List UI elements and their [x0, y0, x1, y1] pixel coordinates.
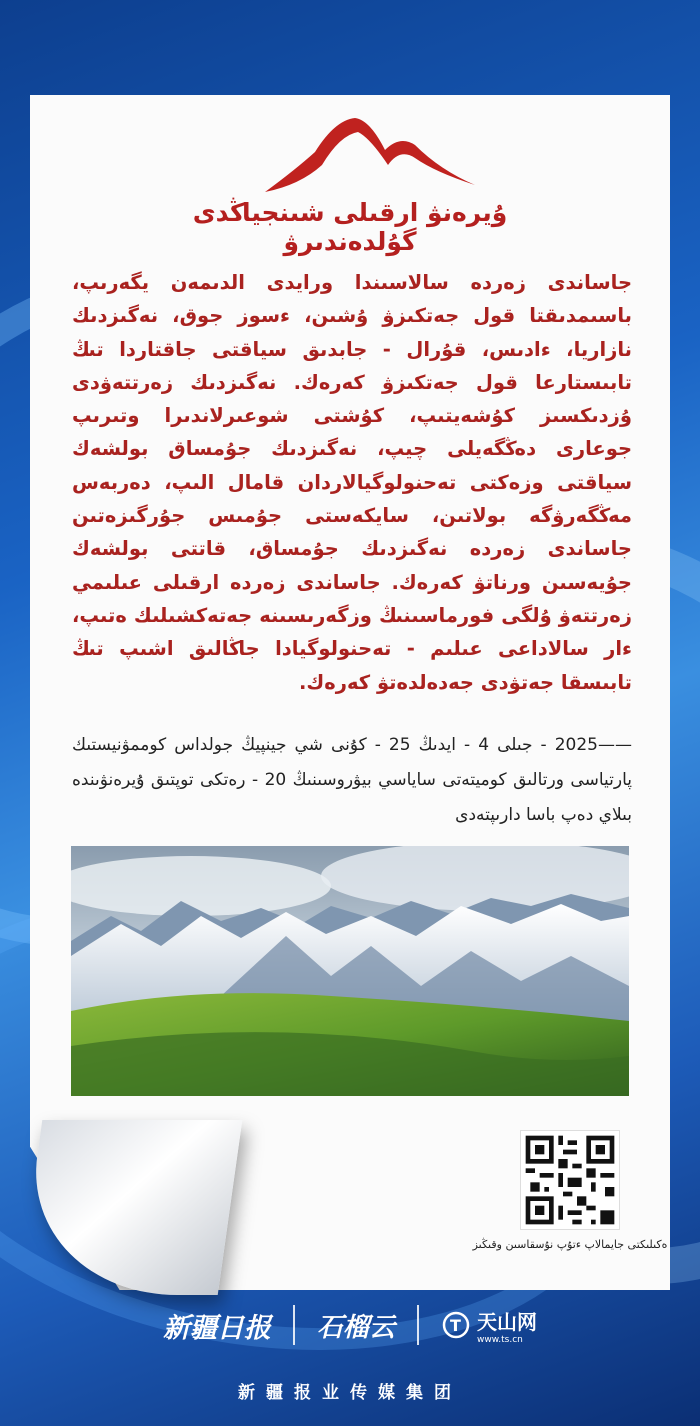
tianshan-icon — [441, 1310, 471, 1340]
qr-caption: ەكىلىكتى جايمالاپ ءتۇپ نۇسقاسىن وقىڭىز — [472, 1238, 668, 1251]
mountain-photo — [71, 846, 629, 1096]
qr-code[interactable] — [520, 1130, 620, 1230]
page-title: ۇيرەنۋ ارقىلى شىنجياڭدى گۇلدەندىرۋ — [192, 198, 508, 256]
divider — [417, 1305, 419, 1345]
shiliuyun-logo: 石榴云 — [316, 1312, 395, 1343]
quote-text: جاساندى زەردە سالاسىندا ورايدى الدىمەن يگەرىپ، باسىمدىقتا قول جەتكىزۋ ۇشىن، ءسوز جوق، نەگىزدىك نازاريا، ءادىس، قۇرال - جابدىق سياقتى جاقتاردا تىڭ تابىستارعا قول جەتكىزۋ كەرەك. نەگىزدىك زەرتتەۋدى ۇزدىكسىز كۇشەيتىپ، كۇشتى شوعىرلاندىرا وتىرىپ جوعارى دەڭگەيلى چيپ، نەگىزدىك جۇمساق بولشەك سياقتى وزەكتى تەحنولوگيالاردان قامال الىپ، دەربەس مەڭگەرۋگە بولاتىن، سايكەستى جۇمىس جۇرگىزەتىن جاساندى زەردە نەگىزدىك جۇمساق، قاتتى بولشەك جۇيەسىن ورناتۋ كەرەك. جاساندى زەردە ارقىلى عىلىمي زەرتتەۋ ۇلگى فورماسىنىڭ وزگەرىسىنە جەتەكشىلىك ەتىپ، ءار سالاداعى عىلىم - تەحنولوگيادا جاڭالىق اشىپ تىڭ تابىسقا جەتۋدى جەدەلدەتۋ كەرەك. — [72, 271, 632, 694]
footer-logos — [0, 1300, 700, 1350]
svg-text:T: T — [450, 1316, 461, 1335]
source-attribution: ——2025 - جىلى 4 - ايدىڭ 25 - كۇنى شي جينپيڭ جولداس كوممۋنيستىك پارتياسى ورتالىق كوميتەتى ساياسي بيۋروسىنىڭ 20 - رەتكى توپتىق ۇيرەنۋىندە بىلاي دەپ باسا دارىپتەدى — [72, 735, 632, 825]
group-name: 新疆报业传媒集团 — [238, 1383, 462, 1403]
tianshan-net-logo — [441, 1306, 537, 1345]
mountain-logo-icon — [260, 110, 480, 200]
tianshan-name: 天山网 — [477, 1309, 537, 1334]
xinjiang-daily-logo: 新疆日报 — [162, 1312, 271, 1344]
divider — [293, 1305, 295, 1345]
tianshan-url: www.ts.cn — [477, 1334, 523, 1345]
